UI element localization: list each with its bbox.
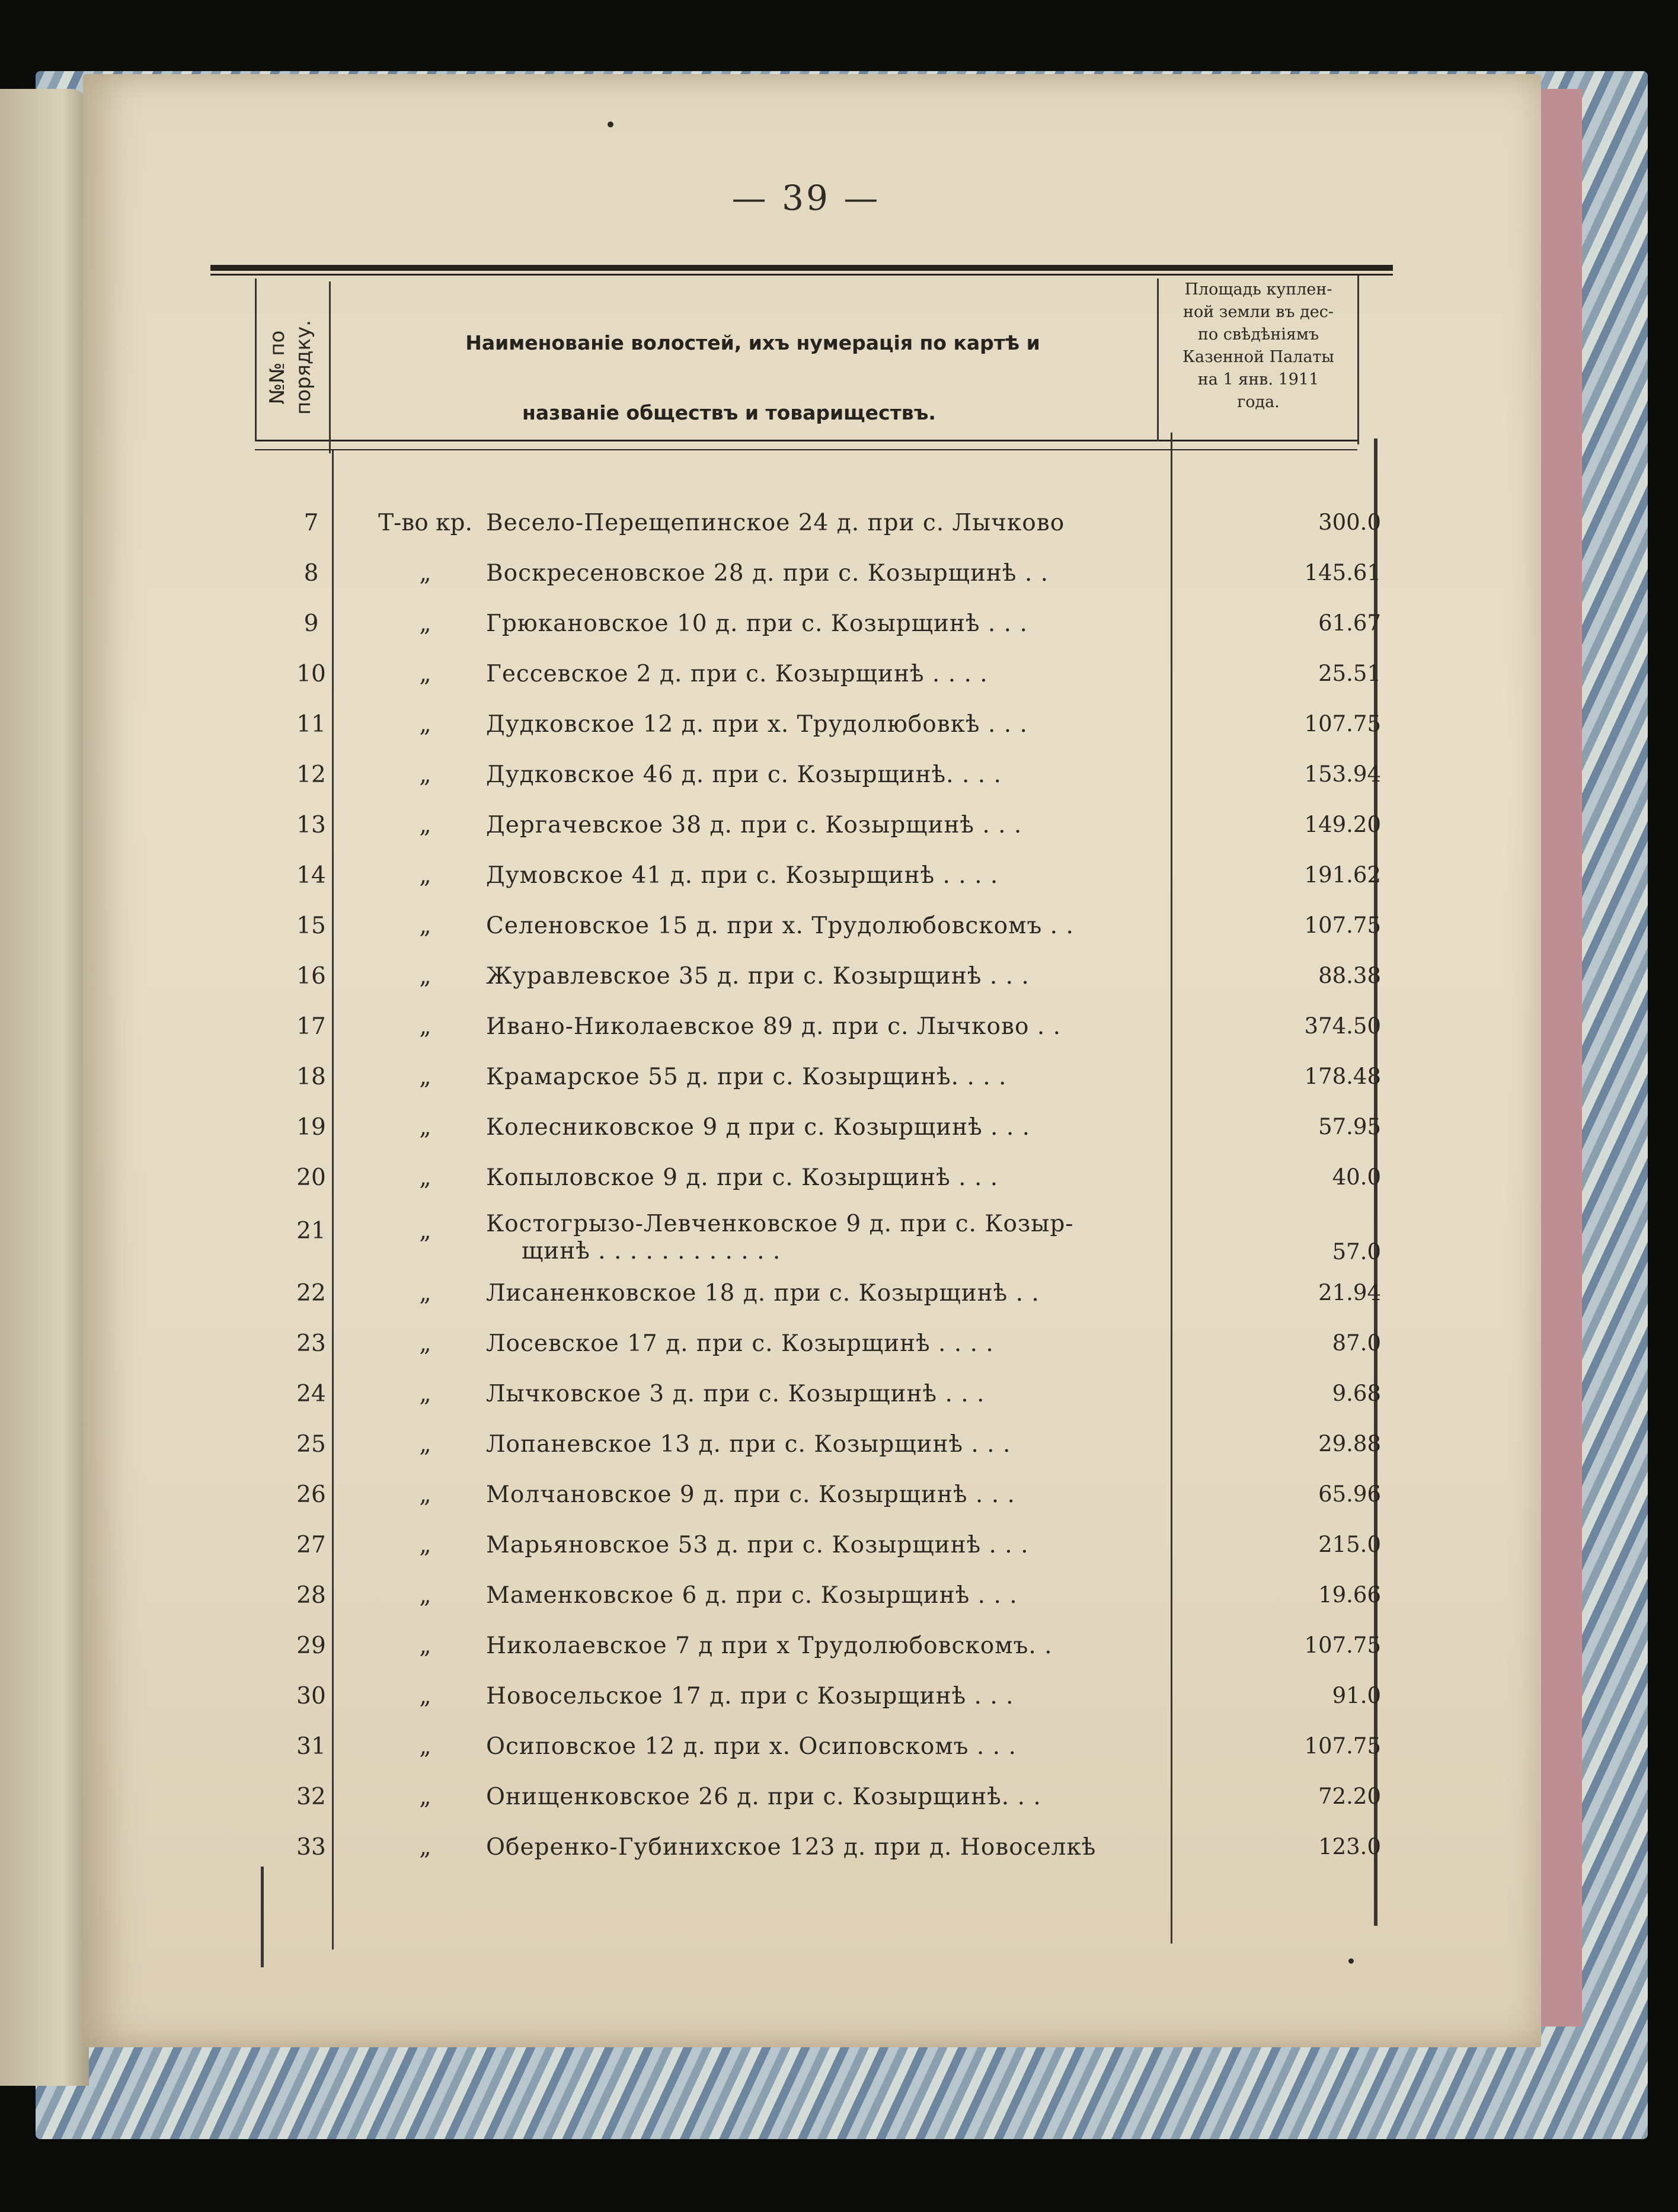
- row-name: Маменковское 6 д. при с. Козырщинѣ . . .: [486, 1582, 1018, 1609]
- row-area: 145.61: [1304, 560, 1381, 585]
- table-row: [255, 1013, 1381, 1061]
- column-divider-left-body: [261, 1867, 264, 1967]
- table-top-rule: [210, 265, 1393, 271]
- row-name: Оберенко-Губинихское 123 д. при д. Новоселкѣ: [486, 1834, 1097, 1861]
- row-area: 61.67: [1318, 610, 1381, 636]
- column-divider-name: [1157, 278, 1159, 441]
- page-number: — 39 —: [731, 178, 881, 218]
- table-row: [255, 1532, 1381, 1579]
- row-prefix: „: [419, 1218, 432, 1244]
- row-area: 72.20: [1318, 1784, 1381, 1809]
- table-row: [255, 1431, 1381, 1478]
- table-row: [255, 661, 1381, 708]
- row-prefix: „: [419, 711, 432, 738]
- row-number: 33: [296, 1834, 326, 1861]
- row-name: Грюкановское 10 д. при с. Козырщинѣ . . .: [486, 610, 1028, 637]
- row-name: Журавлевское 35 д. при с. Козырщинѣ . . .: [486, 963, 1030, 990]
- header-area-column: Площадь куплен- ной земли въ дес- по свѣдѣніямъ Казенной Палаты на 1 янв. 1911 года.: [1182, 280, 1334, 411]
- row-area: 178.48: [1304, 1064, 1381, 1089]
- table-row: [255, 812, 1381, 859]
- row-number: 31: [296, 1733, 326, 1760]
- row-number: 30: [296, 1683, 326, 1710]
- row-number: 16: [296, 963, 326, 990]
- row-name: Селеновское 15 д. при х. Трудолюбовскомъ . .: [486, 913, 1074, 939]
- table-row: [255, 1632, 1381, 1680]
- table-row: [255, 963, 1381, 1010]
- row-number: 17: [296, 1013, 326, 1040]
- row-area: 123.0: [1318, 1834, 1381, 1859]
- row-name-line2: щинѣ . . . . . . . . . . . .: [522, 1238, 781, 1265]
- row-area: 107.75: [1304, 1733, 1381, 1759]
- row-prefix: „: [419, 1013, 432, 1040]
- row-prefix: „: [419, 1164, 432, 1191]
- row-name: Лисаненковское 18 д. при с. Козырщинѣ . .: [486, 1280, 1040, 1307]
- row-name: Крамарское 55 д. при с. Козырщинѣ. . . .: [486, 1064, 1007, 1090]
- table-row: [255, 1834, 1381, 1881]
- row-name: Гессевское 2 д. при с. Козырщинѣ . . . .: [486, 661, 988, 687]
- row-number: 21: [296, 1218, 326, 1244]
- table-row: [255, 1683, 1381, 1730]
- row-prefix: Т-во кр.: [378, 510, 472, 536]
- table-row: [255, 560, 1381, 607]
- row-area: 9.68: [1332, 1381, 1381, 1406]
- table-row: [255, 1381, 1381, 1428]
- row-prefix: „: [419, 1532, 432, 1558]
- row-area: 57.0: [1332, 1239, 1381, 1265]
- row-prefix: „: [419, 1733, 432, 1760]
- header-name-column: [367, 308, 1138, 448]
- row-name: Лычковское 3 д. при с. Козырщинѣ . . .: [486, 1381, 985, 1407]
- row-prefix: „: [419, 963, 432, 990]
- row-prefix: „: [419, 862, 432, 889]
- row-prefix: „: [419, 1381, 432, 1407]
- row-name: Николаевское 7 д при х Трудолюбовскомъ. .: [486, 1632, 1053, 1659]
- table-row: [255, 761, 1381, 809]
- row-area: 149.20: [1304, 812, 1381, 837]
- row-name: Дергачевское 38 д. при с. Козырщинѣ . . .: [486, 812, 1022, 838]
- table-row: [255, 510, 1381, 557]
- table-row: [255, 1733, 1381, 1781]
- header-name-line2: названіе обществъ и товариществъ.: [522, 401, 936, 424]
- row-prefix: „: [419, 812, 432, 838]
- table-row: [255, 1211, 1381, 1265]
- row-area: 25.51: [1318, 661, 1381, 686]
- column-divider-right: [1357, 276, 1359, 444]
- row-number: 7: [303, 510, 319, 536]
- row-name: Марьяновское 53 д. при с. Козырщинѣ . . .: [486, 1532, 1029, 1558]
- header-number-column: [252, 299, 329, 436]
- row-number: 22: [296, 1280, 326, 1307]
- row-area: 300.0: [1318, 510, 1381, 535]
- row-area: 65.96: [1318, 1481, 1381, 1507]
- header-name-line1: Наименованіе волостей, ихъ нумерація по картѣ и: [465, 331, 1040, 354]
- row-number: 26: [296, 1481, 326, 1508]
- row-area: 29.88: [1318, 1431, 1381, 1456]
- row-name: Весело-Перещепинское 24 д. при с. Лычково: [486, 510, 1065, 536]
- row-area: 107.75: [1304, 711, 1381, 737]
- paper-spot: [608, 121, 613, 127]
- row-area: 57.95: [1318, 1114, 1381, 1139]
- row-area: 19.66: [1318, 1582, 1381, 1608]
- row-number: 19: [296, 1114, 326, 1141]
- table-top-rule-thin: [210, 274, 1393, 276]
- row-name: Копыловское 9 д. при с. Козырщинѣ . . .: [486, 1164, 999, 1191]
- row-prefix: „: [419, 661, 432, 687]
- row-name: Новосельское 17 д. при с Козырщинѣ . . .: [486, 1683, 1014, 1710]
- row-name: Онищенковское 26 д. при с. Козырщинѣ. . .: [486, 1784, 1041, 1810]
- row-prefix: „: [419, 1064, 432, 1090]
- paper-spot: [1348, 1958, 1354, 1964]
- row-prefix: „: [419, 560, 432, 587]
- row-number: 18: [296, 1064, 326, 1090]
- row-name: Колесниковское 9 д при с. Козырщинѣ . . .: [486, 1114, 1031, 1141]
- row-area: 40.0: [1332, 1164, 1381, 1190]
- row-prefix: „: [419, 1431, 432, 1458]
- row-name: Ивано-Николаевское 89 д. при с. Лычково . .: [486, 1013, 1062, 1040]
- row-area: 107.75: [1304, 1632, 1381, 1658]
- table-row: [255, 1582, 1381, 1630]
- row-number: 10: [296, 661, 326, 687]
- row-prefix: „: [419, 761, 432, 788]
- row-prefix: „: [419, 1481, 432, 1508]
- table-row: [255, 1064, 1381, 1111]
- row-name: Дудковское 12 д. при х. Трудолюбовкѣ . . .: [486, 711, 1028, 738]
- row-area: 88.38: [1318, 963, 1381, 988]
- row-number: 32: [296, 1784, 326, 1810]
- row-prefix: „: [419, 1582, 432, 1609]
- row-prefix: „: [419, 610, 432, 637]
- row-name: [486, 1211, 1150, 1265]
- table-row: [255, 1114, 1381, 1161]
- table-row: [255, 610, 1381, 658]
- row-number: 12: [296, 761, 326, 788]
- row-prefix: „: [419, 1330, 432, 1357]
- table-row: [255, 1784, 1381, 1831]
- row-area: 91.0: [1332, 1683, 1381, 1708]
- table-row: [255, 711, 1381, 758]
- row-prefix: „: [419, 913, 432, 939]
- row-number: 20: [296, 1164, 326, 1191]
- row-prefix: „: [419, 1632, 432, 1659]
- row-number: 8: [303, 560, 319, 587]
- row-area: 21.94: [1318, 1280, 1381, 1305]
- row-prefix: „: [419, 1114, 432, 1141]
- row-area: 107.75: [1304, 913, 1381, 938]
- table-row: [255, 913, 1381, 960]
- table-row: [255, 1164, 1381, 1212]
- row-number: 24: [296, 1381, 326, 1407]
- row-prefix: „: [419, 1280, 432, 1307]
- row-name: Лопаневское 13 д. при с. Козырщинѣ . . .: [486, 1431, 1011, 1458]
- row-area: 374.50: [1304, 1013, 1381, 1039]
- row-name: Думовское 41 д. при с. Козырщинѣ . . . .: [486, 862, 999, 889]
- row-prefix: „: [419, 1784, 432, 1810]
- row-name-line1: Костогрызо-Левченковское 9 д. при с. Козыр-: [486, 1211, 1074, 1237]
- row-area: 87.0: [1332, 1330, 1381, 1356]
- table-row: [255, 862, 1381, 910]
- row-name: Дудковское 46 д. при с. Козырщинѣ. . . .: [486, 761, 1002, 788]
- row-number: 25: [296, 1431, 326, 1458]
- row-area: 153.94: [1304, 761, 1381, 787]
- row-area: 215.0: [1318, 1532, 1381, 1557]
- column-divider-number: [329, 281, 331, 453]
- row-number: 14: [296, 862, 326, 889]
- row-number: 29: [296, 1632, 326, 1659]
- row-number: 23: [296, 1330, 326, 1357]
- row-number: 28: [296, 1582, 326, 1609]
- table-row: [255, 1280, 1381, 1327]
- row-number: 13: [296, 812, 326, 838]
- table-row: [255, 1330, 1381, 1378]
- row-number: 9: [303, 610, 319, 637]
- header-number-label: №№ по порядку.: [266, 319, 316, 415]
- row-number: 27: [296, 1532, 326, 1558]
- row-prefix: „: [419, 1683, 432, 1710]
- row-number: 11: [296, 711, 326, 738]
- row-number: 15: [296, 913, 326, 939]
- row-area: 191.62: [1304, 862, 1381, 888]
- row-prefix: „: [419, 1834, 432, 1861]
- left-page-edge: [0, 89, 89, 2086]
- row-name: Воскресеновское 28 д. при с. Козырщинѣ . .: [486, 560, 1049, 587]
- row-name: Осиповское 12 д. при х. Осиповскомъ . . .: [486, 1733, 1017, 1760]
- row-name: Лосевское 17 д. при с. Козырщинѣ . . . .: [486, 1330, 994, 1357]
- row-name: Молчановское 9 д. при с. Козырщинѣ . . .: [486, 1481, 1015, 1508]
- table-row: [255, 1481, 1381, 1529]
- header-bottom-rule-thin: [255, 449, 1357, 450]
